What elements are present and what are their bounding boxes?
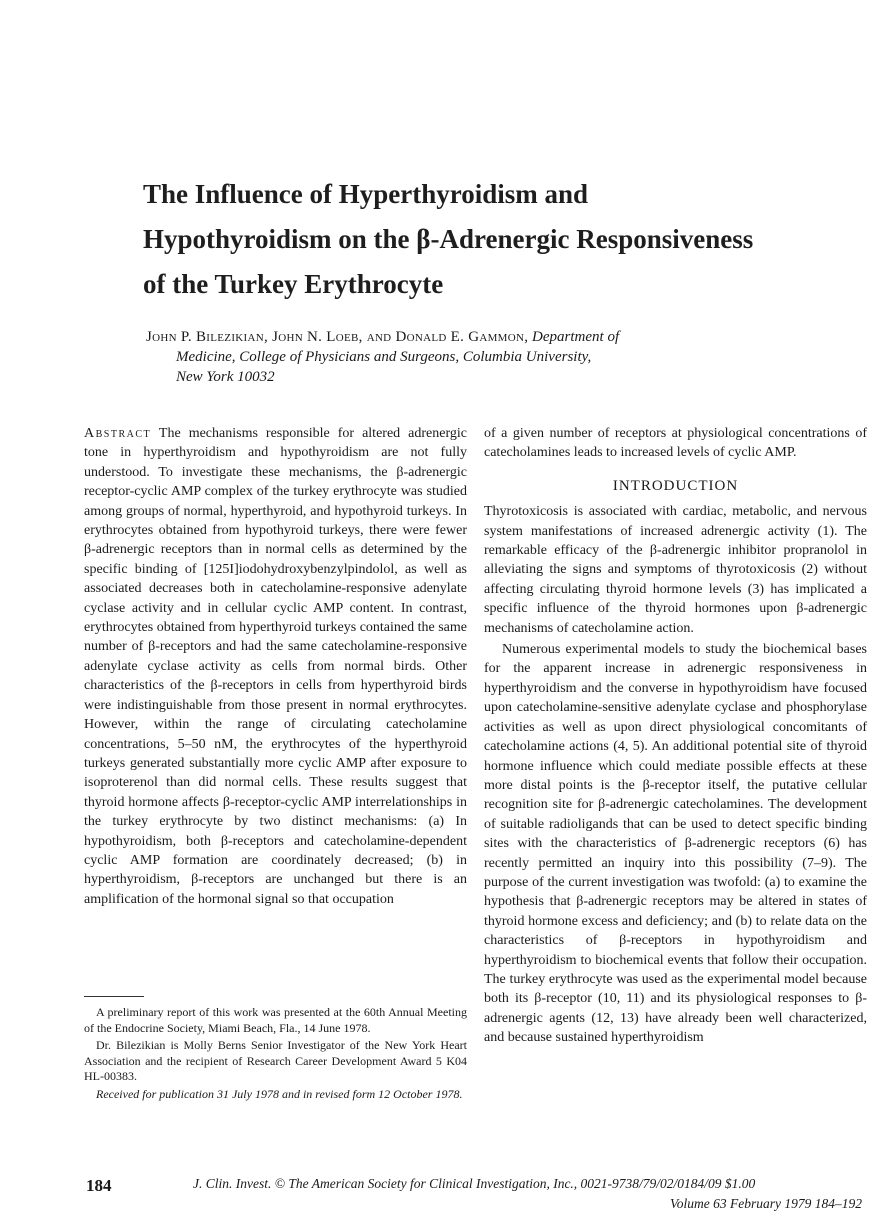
affiliation-line-3: New York 10032 <box>176 369 275 385</box>
footnote-preliminary-report: A preliminary report of this work was presented at the 60th Annual Meeting of the Endocrine Society, Miami Beach, Fla., 14 June 1978. <box>84 1005 467 1035</box>
introduction-paragraph-1: Thyrotoxicosis is associated with cardiac, metabolic, and nervous system manifestations of increased adrenergic activity (1). The remarkable efficacy of the β-adrenergic inhibitor propranolol in alleviating the signs and symptoms of thyrotoxicosis (2) without affecting circulating thyroid hormone levels (3) has implicated a specific influence of the thyroid hormones upon β-adrenergic mechanisms of catecholamine action. <box>484 504 867 636</box>
footnote-divider <box>84 996 144 997</box>
footnote-author-support: Dr. Bilezikian is Molly Berns Senior Investigator of the New York Heart Association and the recipient of Research Career Development Award 5 K04 HL-00383. <box>84 1038 467 1083</box>
title-line-3: of the Turkey Erythrocyte <box>143 269 444 299</box>
title-line-1: The Influence of Hyperthyroidism and <box>143 179 589 209</box>
footnote-received-dates: Received for publication 31 July 1978 and in revised form 12 October 1978. <box>96 1086 463 1101</box>
title-line-2: Hypothyroidism on the β-Adrenergic Responsiveness <box>143 224 754 254</box>
introduction-heading: INTRODUCTION <box>612 477 739 494</box>
page-number: 184 <box>86 1176 112 1195</box>
author-names: John P. Bilezikian, John N. Loeb, and Donald E. Gammon, <box>146 329 529 345</box>
footnotes <box>84 996 467 1104</box>
affiliation-line-1: Department of <box>532 329 620 345</box>
article-title <box>143 172 843 307</box>
abstract-text: The mechanisms responsible for altered adrenergic tone in hyperthyroidism and hypothyroidism are not fully understood. To investigate these mechanisms, the β-adrenergic receptor-cyclic AMP complex of the turkey erythrocyte was studied among groups of normal, hyperthyroid, and hypothyroid turkeys. In erythrocytes obtained from hypothyroid turkeys, there were fewer β-adrenergic receptors than in normal cells as determined by the specific binding of [125I]iodohydroxybenzylpindolol, as well as associated decreases both in catecholamine-responsive adenylate cyclase activity and in cellular cyclic AMP content. In contrast, erythrocytes obtained from hyperthyroid turkeys contained the same number of β-receptors and had the same catecholamine-responsive adenylate cyclase activity as cells from normal birds. Other characteristics of the β-receptors in cells from hyperthyroid birds were indistinguishable from those present in normal erythrocytes. However, within the range of circulating catecholamine concentrations, 5–50 nM, the erythrocytes of the hyperthyroid turkeys generated substantially more cyclic AMP after exposure to isoproterenol than did normal cells. These results suggest that thyroid hormone affects β-receptor-cyclic AMP interrelationships in the turkey erythrocyte by two distinct mechanisms: (a) In hypothyroidism, both β-receptors and catecholamine-dependent cyclic AMP formation are coordinately decreased; (b) in hyperthyroidism, β-receptors are unchanged but there is an amplification of the hormonal signal so that occupation <box>84 426 467 907</box>
author-block <box>146 327 826 387</box>
journal-citation: J. Clin. Invest. © The American Society for Clinical Investigation, Inc., 0021-9738/79/02/0184/09 $1.00 <box>193 1176 756 1191</box>
left-column <box>84 424 467 909</box>
abstract-label: Abstract <box>84 426 152 441</box>
abstract-paragraph <box>84 424 467 909</box>
right-column <box>484 424 867 1048</box>
volume-info: Volume 63 February 1979 184–192 <box>670 1196 862 1211</box>
affiliation-line-2: Medicine, College of Physicians and Surgeons, Columbia University, <box>176 349 592 365</box>
introduction-paragraph-2: Numerous experimental models to study the biochemical bases for the apparent increase in adrenergic responsiveness in hyperthyroidism and the converse in hypothyroidism have focused upon catecholamine-sensitive adenylate cyclase and phosphorylase activities as well as upon direct physiological concomitants of catecholamine actions (4, 5). An additional potential site of thyroid hormone influence which could mediate possible effects at these more distal points is the β-receptor itself, the putative cellular recognition site for β-adrenergic catecholamines. The development of suitable radioligands that can be used to detect specific binding sites with the characteristics of β-adrenergic receptors (6) has recently permitted an inquiry into this possibility (7–9). The purpose of the current investigation was twofold: (a) to examine the hypothesis that β-adrenergic receptors may be altered in states of thyroid hormone excess and deficiency; and (b) to relate data on the characteristics of β-receptors in hypothyroidism and hyperthyroidism to biochemical events that follow their occupation. The turkey erythrocyte was used as the experimental model because both its β-receptor (10, 11) and its physiological responses to β-adrenergic agents (12, 13) have already been well characterized, and because sustained hyperthyroidism <box>484 642 867 1046</box>
abstract-continuation: of a given number of receptors at physiological concentrations of catecholamines leads to increased levels of cyclic AMP. <box>484 426 867 461</box>
